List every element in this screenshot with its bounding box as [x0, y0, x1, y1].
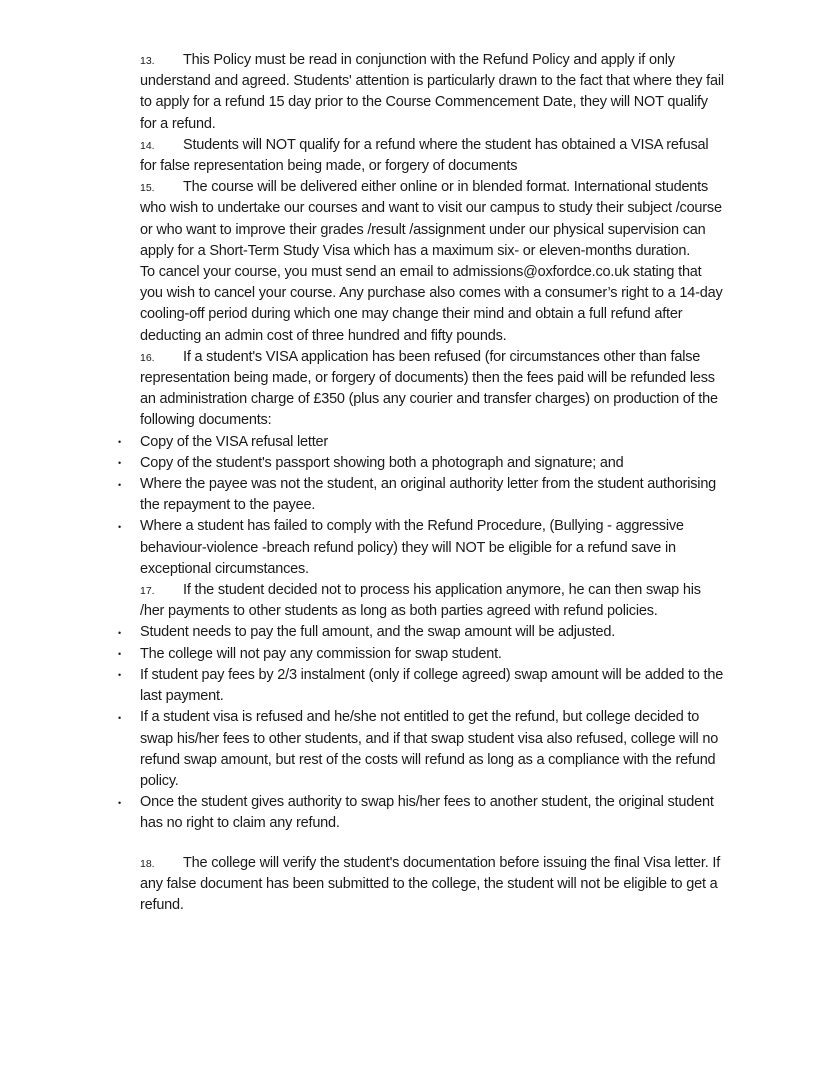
- bullet-text: Once the student gives authority to swap his/her fees to another student, the original student has no right to claim any refund.: [140, 794, 714, 832]
- bullet-icon: •: [118, 458, 121, 469]
- paragraph-text: The course will be delivered either online or in blended format. International students who wish to undertake our courses and want to visit our campus to study their subject /course or who want to improve their grades /result /assignment under our physical supervision can apply for a Short-Term Study Visa which has a maximum six- or eleven-months duration.: [140, 179, 722, 259]
- paragraph-text: To cancel your course, you must send an email to admissions@oxfordce.co.uk stating that you wish to cancel your course. Any purchase also comes with a consumer’s right to a 14-day cooling-off period during which one may change their mind and obtain a full refund after deducting an admin cost of three hundred and fifty pounds.: [140, 264, 723, 344]
- bullet-icon: •: [118, 670, 121, 681]
- bullet-icon: •: [118, 627, 121, 638]
- bullet-item: [118, 453, 726, 474]
- bullet-icon: •: [118, 437, 121, 448]
- bullet-icon: •: [118, 797, 121, 808]
- bullet-icon: •: [118, 649, 121, 660]
- bullet-item: [118, 644, 726, 665]
- list-number: 16.: [140, 351, 155, 364]
- policy-item-18: [140, 853, 726, 917]
- policy-item-17: [140, 580, 726, 622]
- bullet-item: [118, 665, 726, 707]
- policy-item-13: [140, 50, 726, 135]
- policy-item-14: [140, 135, 726, 177]
- paragraph-text: The college will verify the student's documentation before issuing the final Visa letter. If any false document has been submitted to the college, the student will not be eligible to get a refund.: [140, 854, 721, 913]
- bullet-item: [118, 474, 726, 516]
- list-number: 18.: [140, 857, 155, 870]
- list-number: 15.: [140, 182, 155, 195]
- list-number: 14.: [140, 139, 155, 152]
- bullet-text: Copy of the VISA refusal letter: [140, 433, 329, 450]
- bullet-text: Where the payee was not the student, an original authority letter from the student authorising the repayment to the payee.: [140, 476, 717, 514]
- list-number: 13.: [140, 55, 155, 67]
- blank-line: [140, 835, 726, 853]
- bullet-icon: •: [118, 479, 121, 490]
- bullet-text: Copy of the student's passport showing both a photograph and signature; and: [140, 454, 624, 471]
- bullet-text: Where a student has failed to comply with the Refund Procedure, (Bullying - aggressive behaviour-violence -breach refund policy) they will NOT be eligible for a refund save in exceptional circumstances.: [140, 518, 684, 577]
- bullet-item: [118, 516, 726, 580]
- bullet-icon: •: [118, 712, 121, 723]
- paragraph-text: This Policy must be read in conjunction with the Refund Policy and apply if only understand and agreed. Students' attention is particularly drawn to the fact that where they fail to apply for a refund 15 day prior to the Course Commencement Date, they will NOT qualify for a refund.: [140, 52, 724, 132]
- bullet-item: [118, 622, 726, 643]
- policy-item-15: [140, 177, 726, 262]
- bullet-text: If student pay fees by 2/3 instalment (only if college agreed) swap amount will be added to the last payment.: [140, 666, 724, 705]
- paragraph-text: If a student's VISA application has been refused (for circumstances other than false representation being made, or forgery of documents) then the fees paid will be refunded less an administration charge of £350 (plus any courier and transfer charges) on production of the following documents:: [140, 348, 718, 429]
- bullet-item: [118, 792, 726, 834]
- bullet-text: The college will not pay any commission for swap student.: [140, 645, 502, 662]
- paragraph-text: Students will NOT qualify for a refund where the student has obtained a VISA refusal for false representation being made, or forgery of documents: [140, 136, 709, 175]
- policy-item-16: [140, 347, 726, 432]
- list-number: 17.: [140, 585, 155, 598]
- cancellation-paragraph: [140, 262, 726, 347]
- paragraph-text: If the student decided not to process his application anymore, he can then swap his /her payments to other students as long as both parties agreed with refund policies.: [140, 582, 701, 620]
- bullet-text: Student needs to pay the full amount, and the swap amount will be adjusted.: [140, 624, 616, 641]
- bullet-item: [118, 432, 726, 453]
- bullet-item: [118, 707, 726, 792]
- document-page: [118, 50, 726, 916]
- bullet-icon: •: [118, 521, 121, 532]
- bullet-text: If a student visa is refused and he/she not entitled to get the refund, but college decided to swap his/her fees to other students, and if that swap student visa also refused, college will no refund swap amount, but rest of the costs will refund as long as a compliance with the refund policy.: [140, 709, 719, 789]
